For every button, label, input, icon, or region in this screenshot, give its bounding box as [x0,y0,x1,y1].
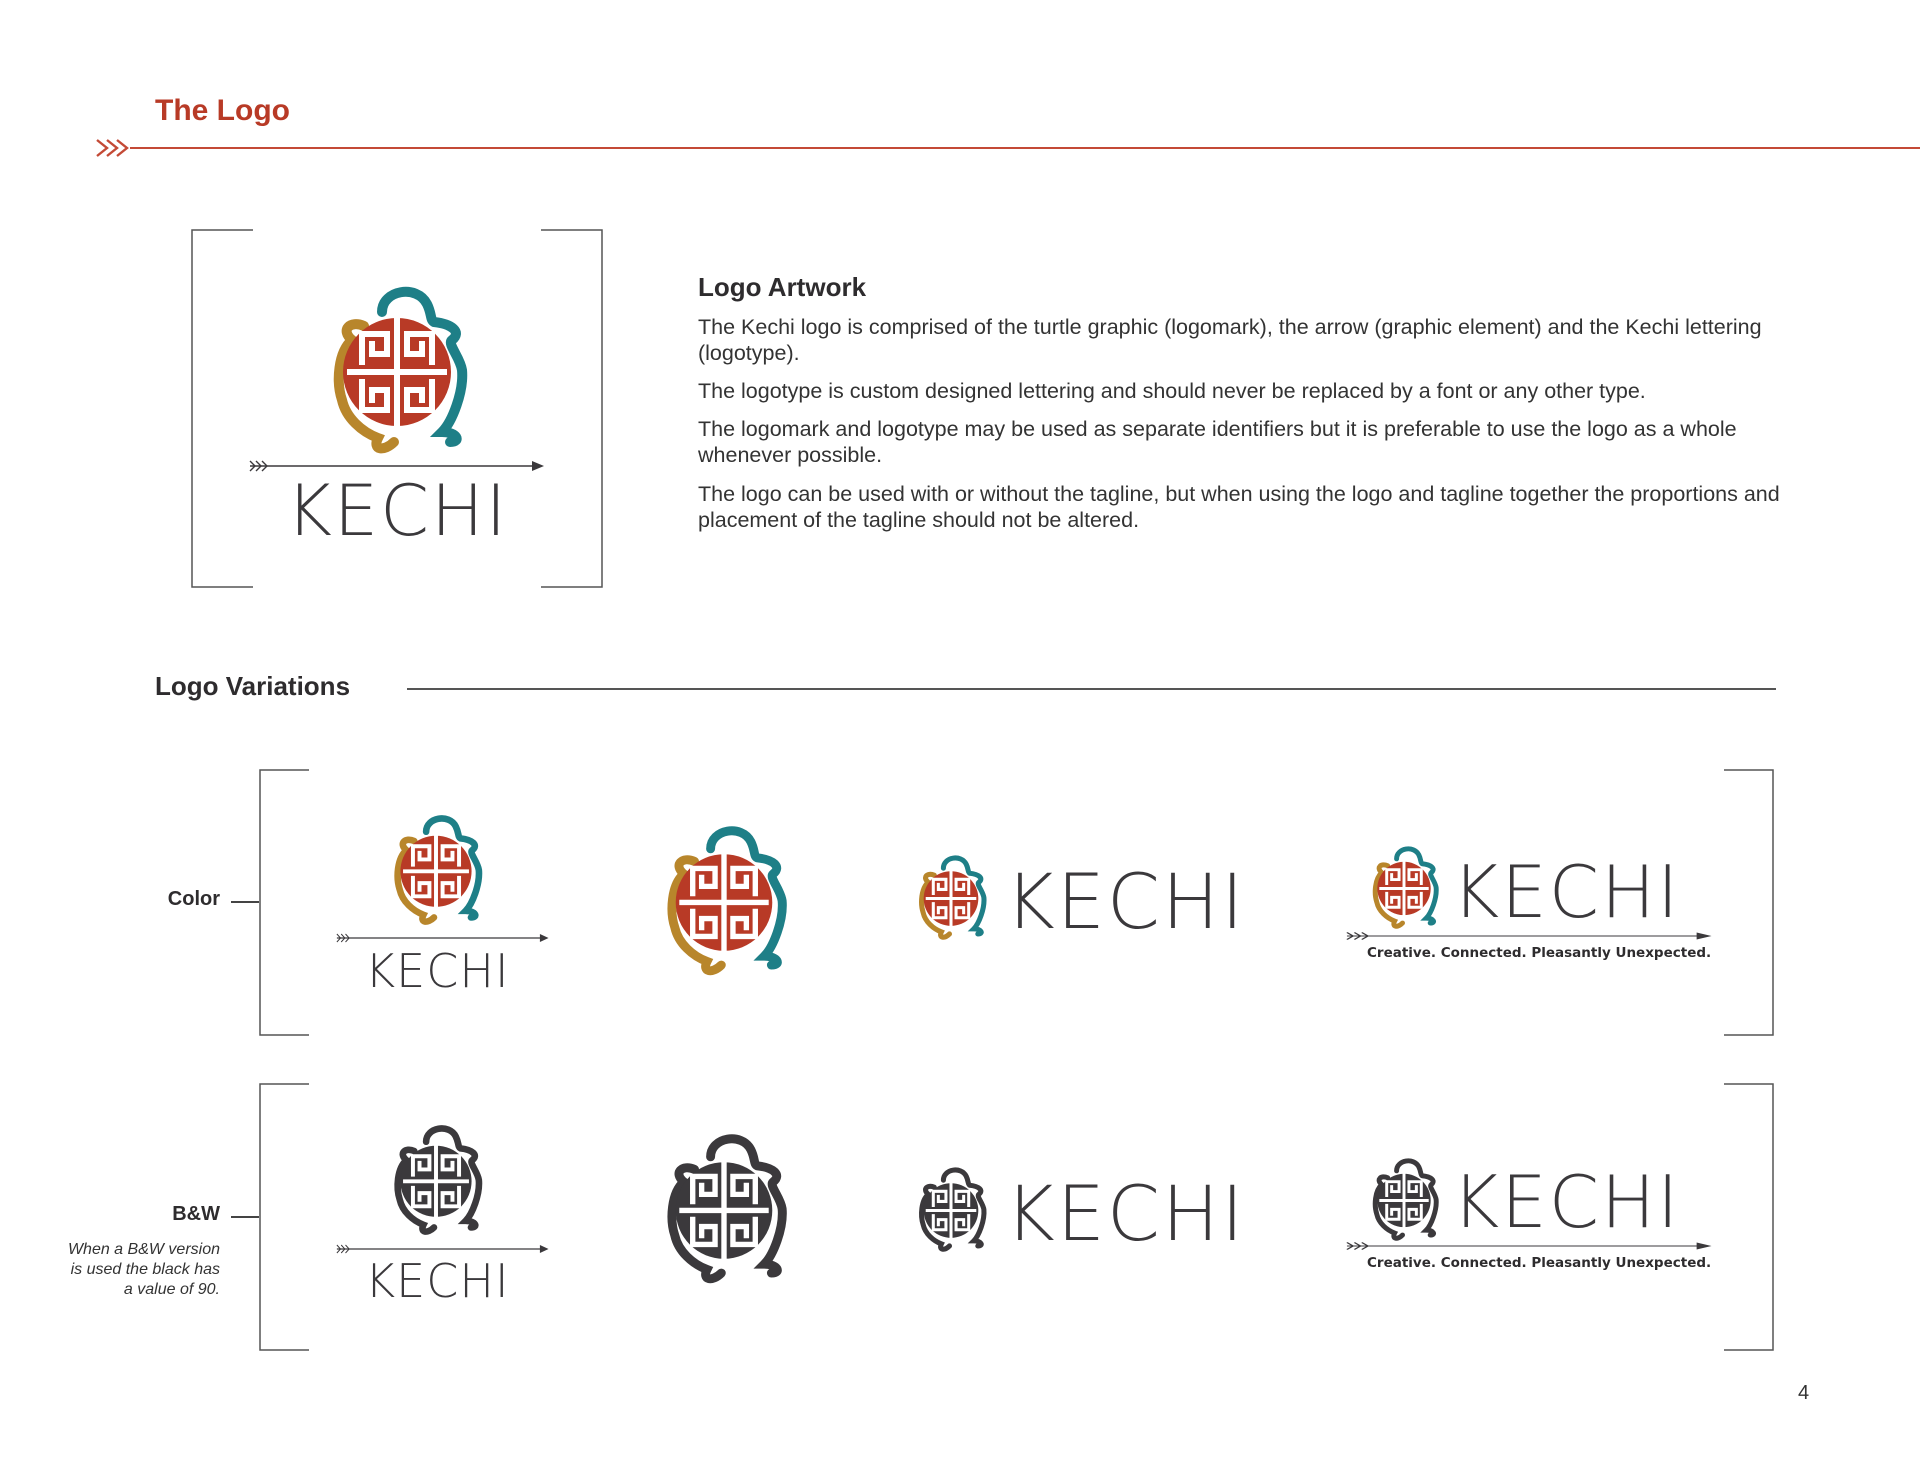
artwork-heading: Logo Artwork [698,272,867,302]
title-rule [130,147,1920,149]
artwork-paragraph-2: The logotype is custom designed lettering and should never be replaced by a font or any other type. [698,379,1646,403]
bw-row-tick [231,1216,259,1218]
bw-tagline-arrow [1342,1239,1714,1253]
page-number: 4 [1798,1382,1810,1404]
section-title: The Logo [155,94,290,127]
bw-stacked-logotype: KECHI [365,1254,510,1308]
variations-heading: Logo Variations [155,671,351,701]
color-tagline-arrow [1342,929,1714,943]
color-horizontal-logomark [908,846,994,946]
color-tagline-logomark [1362,838,1446,934]
bw-note: When a B&W version is used the black has a value of 90. [67,1241,220,1298]
bw-stacked-logomark [380,1116,492,1240]
artwork-paragraph-3: The logomark and logotype may be used as separate identifiers but it is preferable to use the logo as a whole whenever possible. [698,417,1737,467]
bw-tagline-logomark [1362,1150,1446,1246]
color-row-label: Color [167,888,220,910]
bw-tagline-text: Creative. Connected. Pleasantly Unexpected. [1367,1255,1712,1271]
artwork-paragraph-4: The logo can be used with or without the tagline, but when using the logo and tagline together the proportions and placement of the tagline should not be altered. [698,482,1780,532]
color-stacked-logomark [380,806,492,930]
turtle-logomark [312,272,482,462]
bw-horizontal-logotype: KECHI [1005,1169,1246,1258]
color-row-tick [231,901,259,903]
bw-horizontal-logomark [908,1158,994,1258]
variations-rule [407,688,1776,690]
kechi-logotype: KECHI [286,470,509,552]
color-tagline-logotype: KECHI [1452,850,1681,934]
color-logomark-only [648,808,800,988]
bw-tagline-logotype: KECHI [1452,1160,1681,1244]
artwork-paragraph-1: The Kechi logo is comprised of the turtle graphic (logomark), the arrow (graphic element) and the Kechi lettering (logotype). [698,315,1762,365]
color-horizontal-logotype: KECHI [1005,857,1246,946]
color-stacked-logotype: KECHI [365,944,510,998]
color-tagline-text: Creative. Connected. Pleasantly Unexpected. [1367,945,1712,961]
bw-logomark-only [648,1116,800,1296]
bw-row-label: B&W [172,1203,220,1225]
